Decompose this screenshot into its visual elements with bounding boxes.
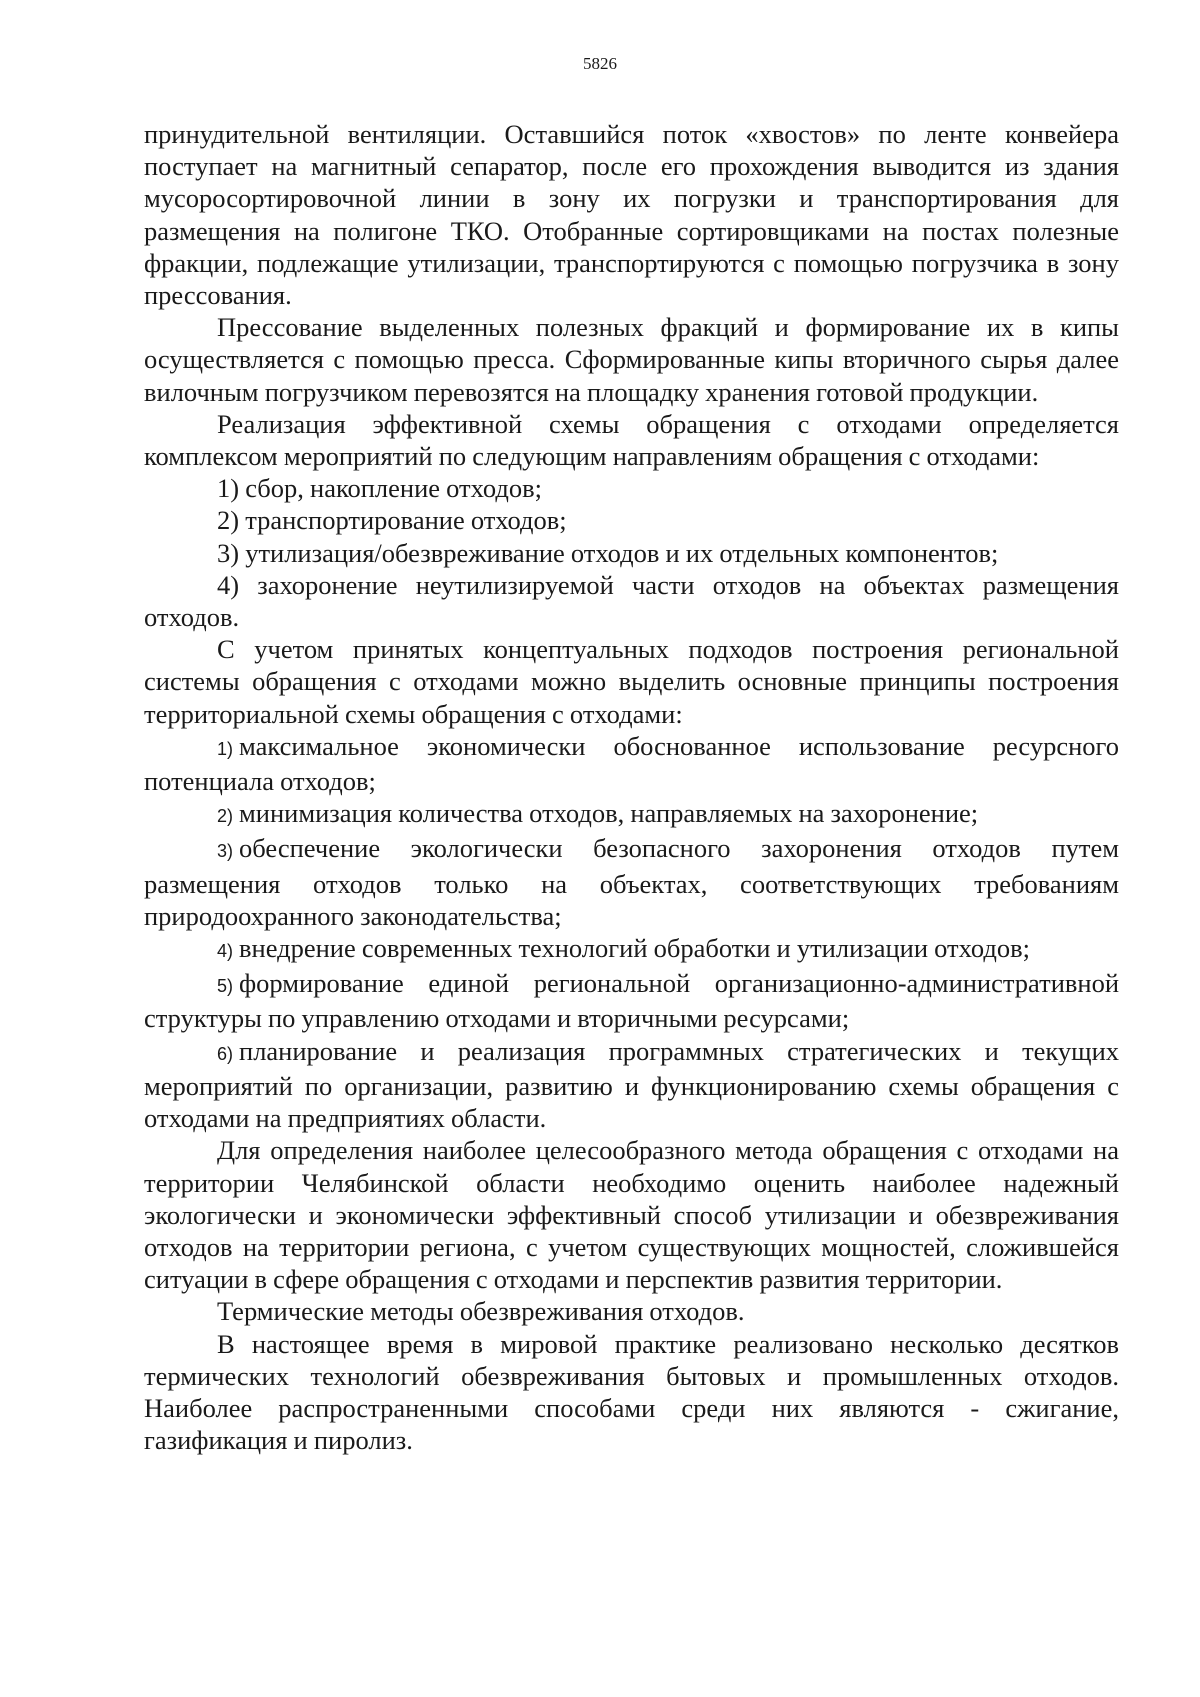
principle-item-5 [144,967,1119,1034]
principle-text: обеспечение экологически безопасного захоронения отходов путем размещения отходов только на объектах, соответствующих требованиям природоохранного законодательства; [144,833,1119,931]
direction-item-3: 3) утилизация/обезвреживание отходов и их отдельных компонентов; [217,537,999,568]
principle-item-6 [144,1035,1119,1135]
principle-number: 1) [217,738,234,759]
paragraph-thermal-heading: Термические методы обезвреживания отходов. [217,1296,745,1327]
paragraph-ventilation: принудительной вентиляции. Оставшийся поток «хвостов» по ленте конвейера поступает на магнитный сепаратор, после его прохождения выводится из здания мусоросортировочной линии в зону их погрузки и транспортирования для размещения на полигоне ТКО. Отобранные сортировщиками на постах полезные фракции, подлежащие утилизации, транспортируются с помощью погрузчика в зону прессования. [144,119,1119,311]
principle-text: формирование единой региональной организационно-административной структуры по управлению отходами и вторичными ресурсами; [144,968,1119,1034]
principle-number: 6) [217,1043,234,1064]
principle-text: минимизация количества отходов, направляемых на захоронение; [239,798,979,829]
paragraph-scheme-implementation: Реализация эффективной схемы обращения с отходами определяется комплексом мероприятий по следующим направлениям обращения с отходами: [144,408,1119,472]
principle-item-3 [144,832,1119,932]
principle-item-4 [144,932,1119,967]
paragraph-method-selection: Для определения наиболее целесообразного метода обращения с отходами на территории Челябинской области необходимо оценить наиболее надежный экологически и экономически эффективный способ утилизации и обезвреживания отходов на территории региона, с учетом существующих мощностей, сложившейся ситуации в сфере обращения с отходами и перспектив развития территории. [144,1135,1119,1295]
principle-text: внедрение современных технологий обработки и утилизации отходов; [239,933,1030,964]
body-text [144,118,1119,1456]
principle-item-2 [144,797,1119,832]
principle-text: максимальное экономически обоснованное использование ресурсного потенциала отходов; [144,730,1119,797]
principle-number: 3) [217,841,234,862]
principle-number: 5) [217,976,234,997]
direction-item-1: 1) сбор, накопление отходов; [217,473,542,504]
page-number: 5826 [583,54,617,73]
paragraph-thermal-technologies: В настоящее время в мировой практике реализовано несколько десятков термических технологий обезвреживания бытовых и промышленных отходов. Наиболее распространенными способами среди них являются - сжигание, газификация и пиролиз. [144,1328,1119,1456]
principle-number: 2) [217,806,234,827]
principle-text: планирование и реализация программных стратегических и текущих мероприятий по организации, развитию и функционированию схемы обращения с отходами на предприятиях области. [144,1035,1119,1134]
principle-item-1 [144,730,1119,797]
direction-item-4: 4) захоронение неутилизируемой части отходов на объектах размещения отходов. [144,569,1119,633]
principle-number: 4) [217,941,234,962]
paragraph-pressing: Прессование выделенных полезных фракций и формирование их в кипы осуществляется с помощью пресса. Сформированные кипы вторичного сырья далее вилочным погрузчиком перевозятся на площадку хранения готовой продукции. [144,312,1119,407]
paragraph-principles-intro: С учетом принятых концептуальных подходов построения региональной системы обращения с отходами можно выделить основные принципы построения территориальной схемы обращения с отходами: [144,634,1119,729]
direction-item-2: 2) транспортирование отходов; [217,505,567,536]
